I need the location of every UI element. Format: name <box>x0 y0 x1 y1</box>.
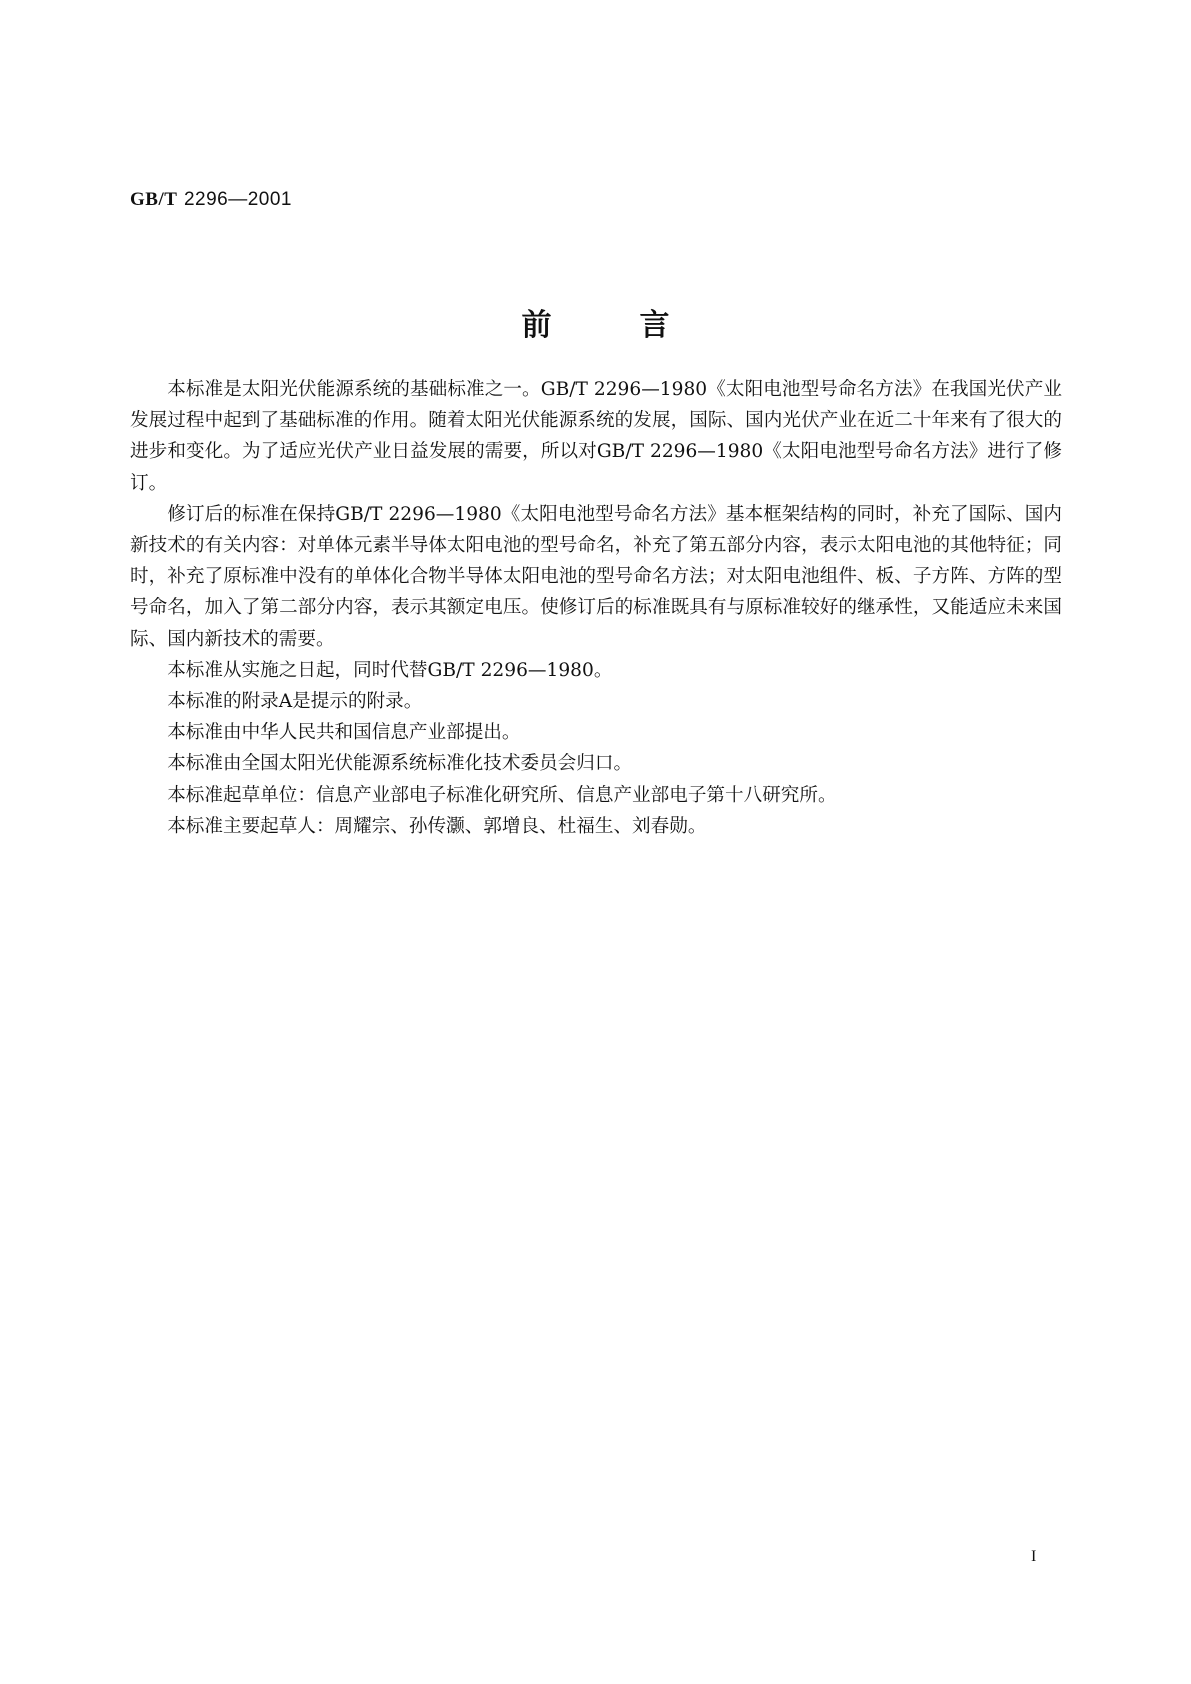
paragraph-drafters: 本标准主要起草人：周耀宗、孙传灏、郭增良、杜福生、刘春勋。 <box>167 815 707 837</box>
paragraph-drafting-units: 本标准起草单位：信息产业部电子标准化研究所、信息产业部电子第十八研究所。 <box>167 784 837 806</box>
standard-code <box>130 188 292 211</box>
paragraph-proposer: 本标准由中华人民共和国信息产业部提出。 <box>167 722 521 744</box>
page-number: I <box>1031 1548 1037 1565</box>
page-title: 前言 <box>521 308 758 343</box>
standard-code-prefix: GB/T <box>130 189 178 210</box>
paragraph-intro: 本标准是太阳光伏能源系统的基础标准之一。GB/T 2296—1980《太阳电池型号命名方法》在我国光伏产业发展过程中起到了基础标准的作用。随着太阳光伏能源系统的发展，国际、国内光伏产业在近二十年来有了很大的进步和变化。为了适应光伏产业日益发展的需要，所以对GB/T 2296—1980《太阳电池型号命名方法》进行了修订。 <box>130 379 1062 494</box>
standard-code-number: 2296—2001 <box>183 189 292 210</box>
paragraph-replaces: 本标准从实施之日起，同时代替GB/T 2296—1980。 <box>167 659 613 681</box>
paragraph-revision: 修订后的标准在保持GB/T 2296—1980《太阳电池型号命名方法》基本框架结构的同时，补充了国际、国内新技术的有关内容：对单体元素半导体太阳电池的型号命名，补充了第五部分内容，表示太阳电池的其他特征；同时，补充了原标准中没有的单体化合物半导体太阳电池的型号命名方法；对太阳电池组件、板、子方阵、方阵的型号命名，加入了第二部分内容，表示其额定电压。使修订后的标准既具有与原标准较好的继承性，又能适应未来国际、国内新技术的需要。 <box>130 503 1062 650</box>
foreword-body <box>130 374 1062 842</box>
paragraph-appendix: 本标准的附录A是提示的附录。 <box>167 691 423 713</box>
paragraph-committee: 本标准由全国太阳光伏能源系统标准化技术委员会归口。 <box>167 753 633 775</box>
